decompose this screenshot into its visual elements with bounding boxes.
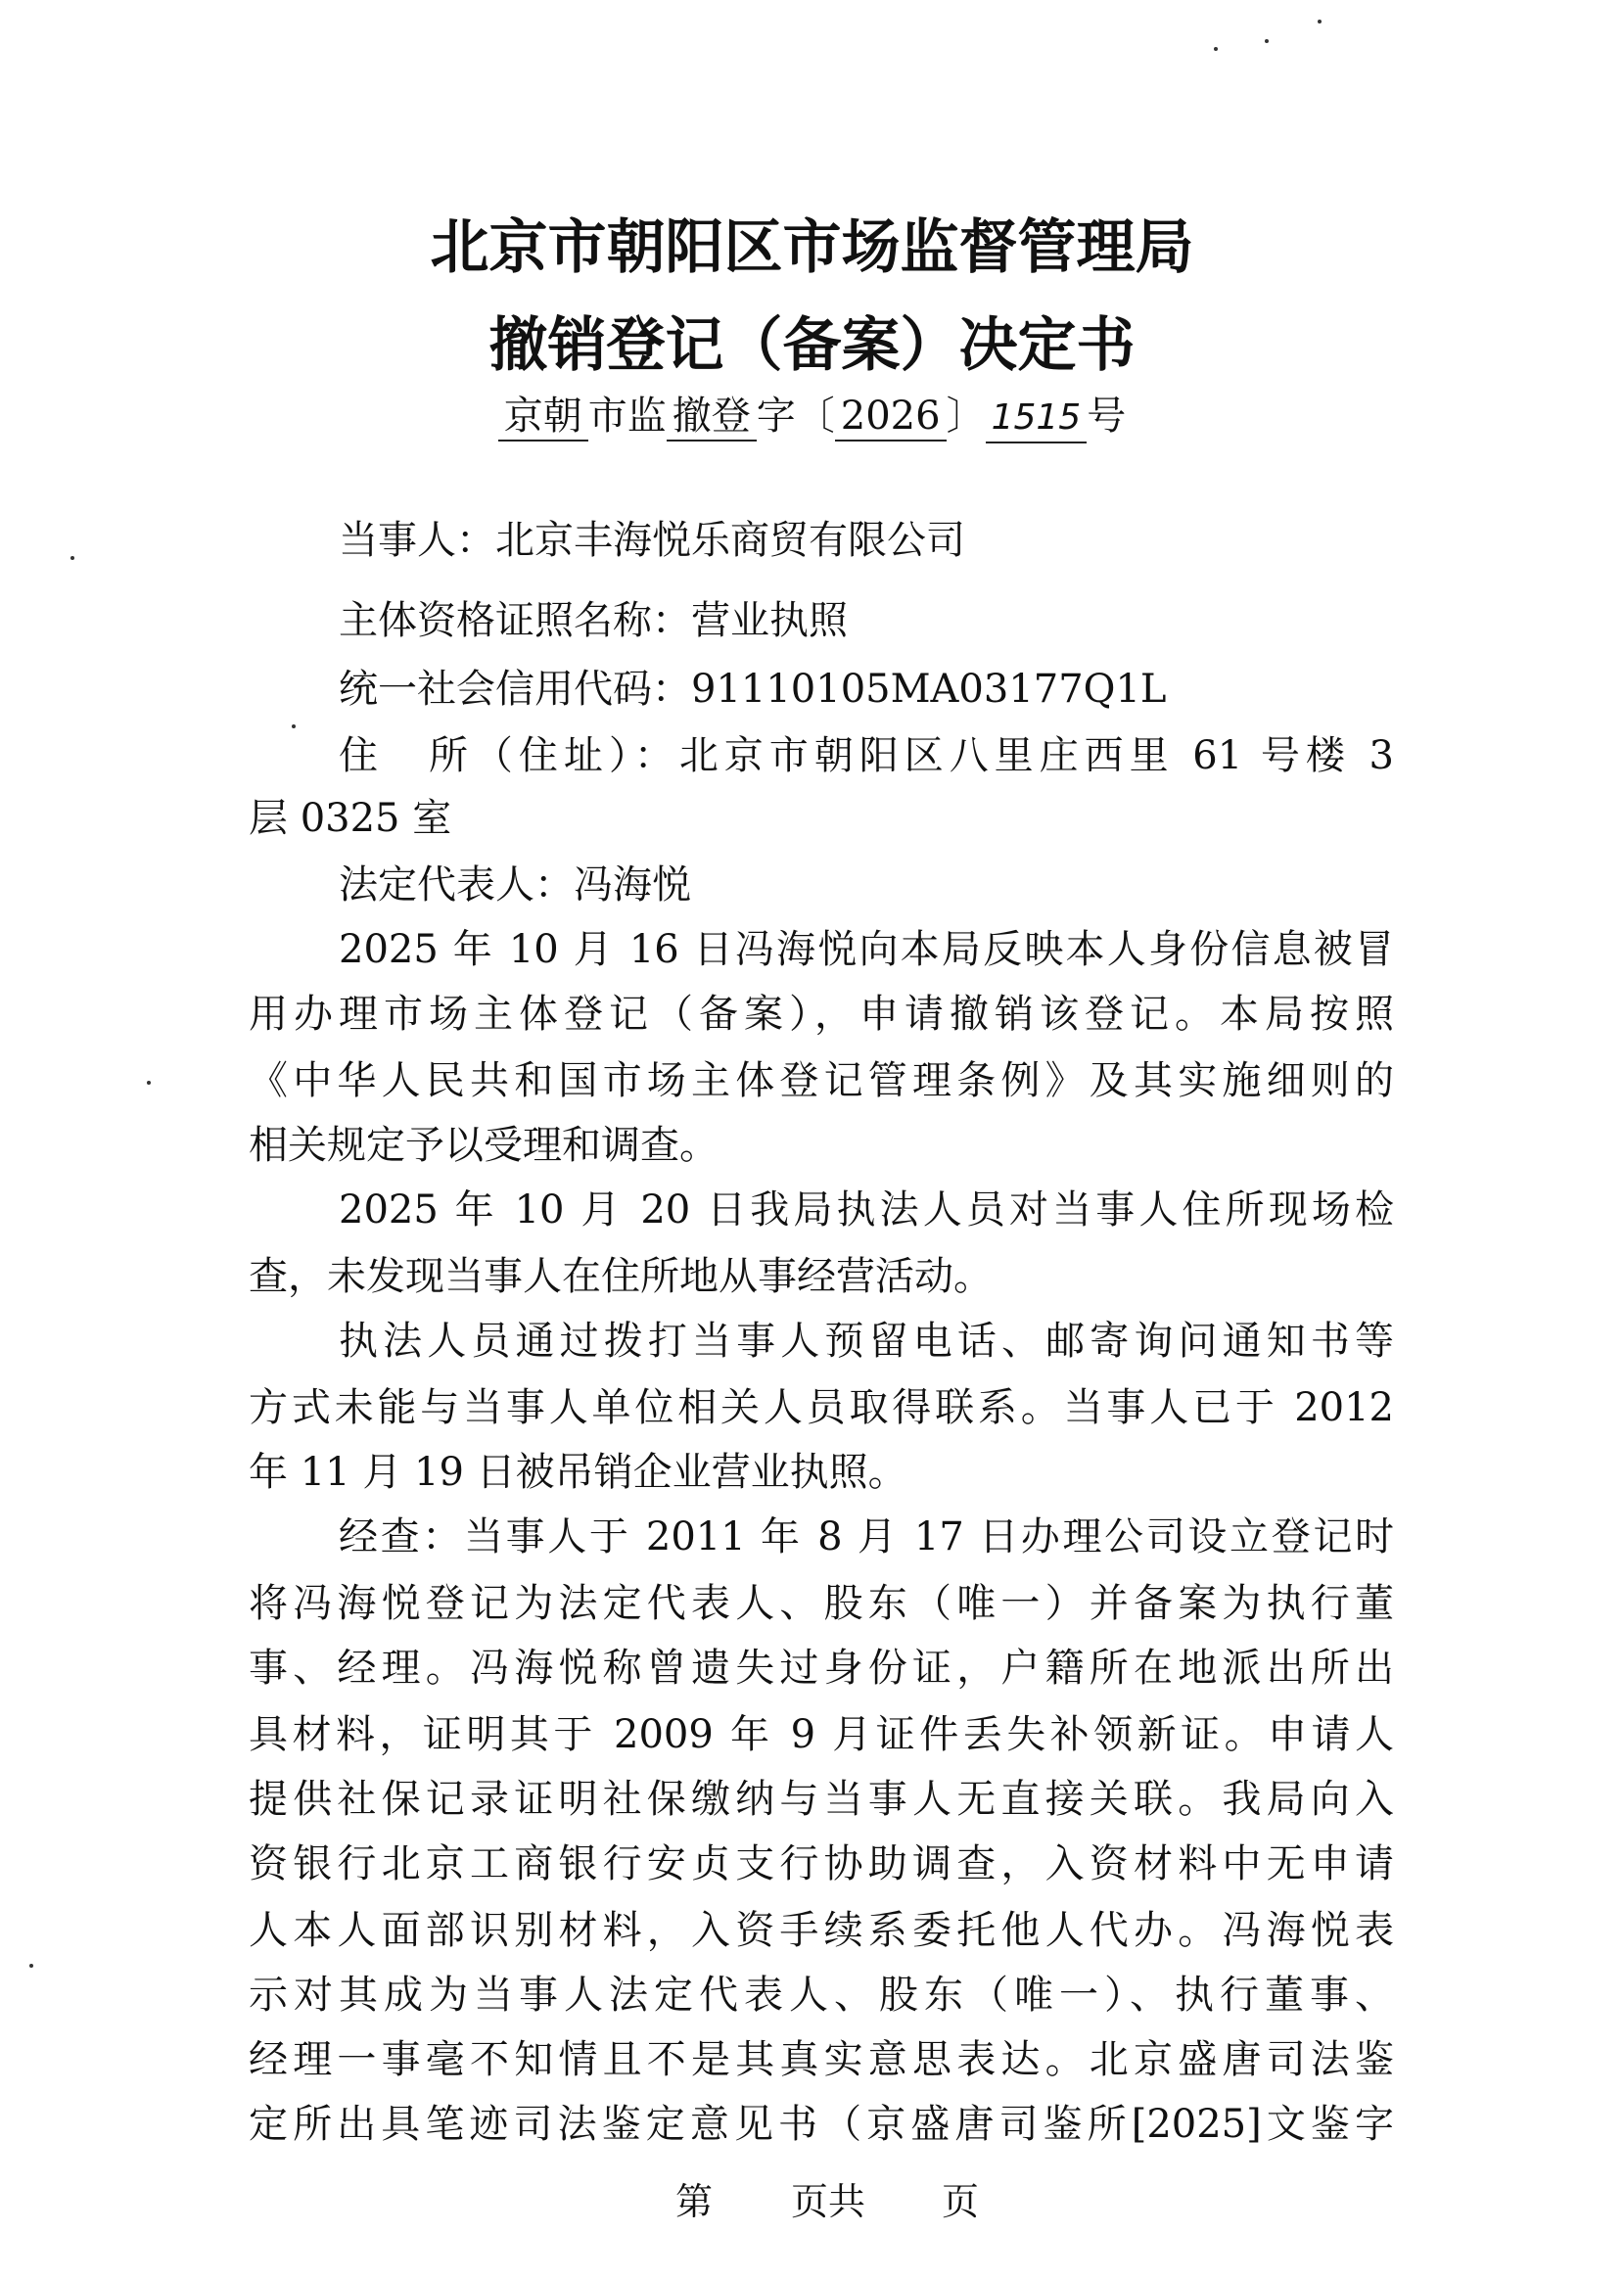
- docno-bracket-close: 〕: [946, 394, 986, 439]
- scan-speck: [70, 556, 74, 560]
- scan-speck: [1214, 47, 1218, 51]
- docno-sep: 市监: [587, 394, 667, 439]
- paragraph-line: 示对其成为当事人法定代表人、股东（唯一）、执行董事、: [249, 1973, 1394, 2018]
- paragraph-line: 2025 年 10 月 20 日我局执法人员对当事人住所现场检: [339, 1187, 1394, 1233]
- scan-speck: [1265, 39, 1269, 43]
- paragraph-line: 执法人员通过拨打当事人预留电话、邮寄询问通知书等: [339, 1319, 1394, 1364]
- paragraph-line: 《中华人民共和国市场主体登记管理条例》及其实施细则的: [249, 1058, 1394, 1103]
- footer-page-of: 页共: [791, 2180, 866, 2223]
- docno-prefix: 京朝: [498, 393, 588, 442]
- paragraph-line: 事、经理。冯海悦称曾遗失过身份证，户籍所在地派出所出: [249, 1646, 1394, 1691]
- docno-zi: 字: [756, 394, 796, 439]
- paragraph-line: 具材料，证明其于 2009 年 9 月证件丢失补领新证。申请人: [249, 1712, 1394, 1757]
- party-name-line: 当事人：北京丰海悦乐商贸有限公司: [339, 518, 965, 563]
- credit-code-line: 统一社会信用代码：91110105MA03177Q1L: [339, 667, 1167, 712]
- address-line-2: 层 0325 室: [249, 796, 452, 841]
- legal-rep-line: 法定代表人：冯海悦: [339, 862, 691, 907]
- paragraph-line: 查，未发现当事人在住所地从事经营活动。: [249, 1254, 993, 1299]
- docno-bracket-open: 〔: [795, 394, 835, 439]
- paragraph-line: 资银行北京工商银行安贞支行协助调查，入资材料中无申请: [249, 1841, 1394, 1886]
- paragraph-line: 方式未能与当事人单位相关人员取得联系。当事人已于 2012: [249, 1385, 1394, 1430]
- paragraph-line: 年 11 月 19 日被吊销企业营业执照。: [249, 1450, 907, 1495]
- paragraph-line: 提供社保记录证明社保缴纳与当事人无直接关联。我局向入: [249, 1777, 1394, 1822]
- document-number: [0, 385, 1624, 443]
- scan-speck: [147, 1081, 151, 1085]
- paragraph-line: 经理一事毫不知情且不是其真实意思表达。北京盛唐司法鉴: [249, 2037, 1394, 2082]
- paragraph-line: 2025 年 10 月 16 日冯海悦向本局反映本人身份信息被冒: [339, 927, 1394, 972]
- paragraph-line: 将冯海悦登记为法定代表人、股东（唯一）并备案为执行董: [249, 1581, 1394, 1626]
- paragraph-line: 相关规定予以受理和调查。: [249, 1123, 719, 1168]
- docno-type: 撤登: [667, 393, 757, 442]
- docno-year: 2026: [835, 393, 947, 442]
- paragraph-line: 定所出具笔迹司法鉴定意见书（京盛唐司鉴所[2025]文鉴字: [249, 2102, 1394, 2147]
- paragraph-line: 用办理市场主体登记（备案），申请撤销该登记。本局按照: [249, 992, 1394, 1037]
- footer-page-end: 页: [942, 2180, 980, 2223]
- scan-speck: [1318, 20, 1322, 23]
- document-title-type: 撤销登记（备案）决定书: [488, 311, 1136, 380]
- scan-speck: [292, 724, 296, 728]
- document-title-agency: 北京市朝阳区市场监督管理局: [430, 213, 1194, 282]
- license-name-line: 主体资格证照名称：营业执照: [339, 598, 848, 643]
- paragraph-line: 经查：当事人于 2011 年 8 月 17 日办理公司设立登记时: [339, 1514, 1394, 1559]
- paragraph-line: 人本人面部识别材料，入资手续系委托他人代办。冯海悦表: [249, 1908, 1394, 1953]
- docno-suffix: 号: [1087, 394, 1127, 439]
- footer-page-label: 第: [675, 2180, 714, 2223]
- docno-serial: 1515: [986, 395, 1088, 443]
- scan-speck: [29, 1964, 33, 1968]
- address-line-1: 住 所（住址）：北京市朝阳区八里庄西里 61 号楼 3: [339, 733, 1394, 778]
